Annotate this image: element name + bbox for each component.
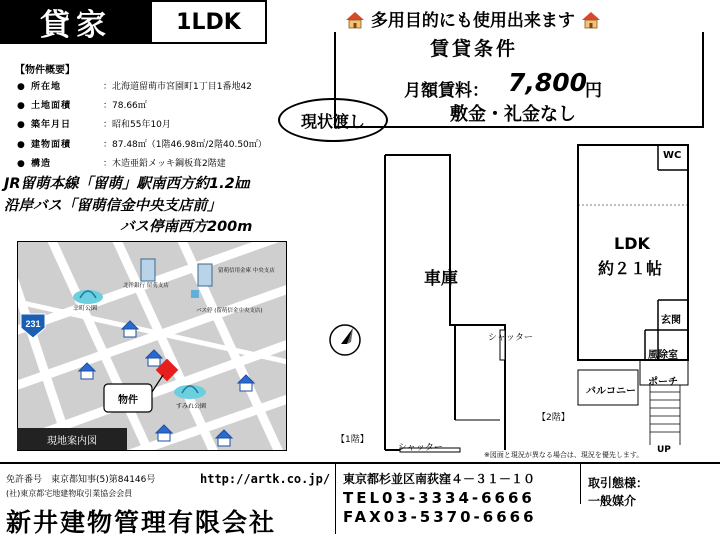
vestibule-label: 風除室 bbox=[648, 350, 678, 361]
overview-row bbox=[17, 98, 147, 112]
access-bus: 沿岸バス「留萌信金中央支店前」 bbox=[4, 198, 222, 214]
location-map bbox=[17, 241, 287, 451]
overview-label: 建物面積 bbox=[31, 140, 72, 150]
shutter-label-front: シャッター bbox=[398, 443, 443, 453]
company-tel: TEL03-3334-6666 bbox=[343, 489, 535, 507]
property-label: 物件 bbox=[118, 395, 138, 406]
overview-value: ：木造亜鉛メッキ鋼板葺2階建 bbox=[103, 159, 226, 169]
overview-heading: 【物件概要】 bbox=[15, 65, 75, 76]
floor-plan-1f bbox=[380, 150, 530, 455]
map-label-bank1: 北洋銀行 留萌支店 bbox=[123, 283, 169, 289]
overview-row bbox=[17, 117, 171, 131]
company-fax: FAX03-5370-6666 bbox=[343, 508, 537, 526]
map-label-park1: 幸町公園 bbox=[73, 305, 98, 312]
footer-divider-vertical bbox=[335, 464, 336, 534]
bullet-icon: ● bbox=[17, 101, 25, 111]
bullet-icon: ● bbox=[17, 140, 25, 150]
overview-value: ：78.66㎡ bbox=[103, 101, 147, 111]
overview-row bbox=[17, 156, 226, 170]
ldk-label: LDK bbox=[614, 234, 650, 253]
promo-banner bbox=[345, 6, 675, 31]
porch-label: ポーチ bbox=[648, 377, 678, 388]
floor-plan-2f bbox=[570, 140, 695, 450]
shutter-label-side: シャッター bbox=[488, 333, 533, 343]
footer-divider-vertical bbox=[580, 464, 581, 504]
map-label-bank2: 留萌信用金庫 中央支店 bbox=[218, 268, 275, 274]
listing-type-title: 貸家 bbox=[0, 0, 152, 44]
overview-label: 土地面積 bbox=[31, 101, 72, 111]
overview-label: 築年月日 bbox=[31, 120, 72, 130]
floor1-label: 【1階】 bbox=[336, 435, 369, 445]
bullet-icon: ● bbox=[17, 159, 25, 169]
overview-row bbox=[17, 137, 267, 151]
floor2-label: 【2階】 bbox=[537, 413, 570, 423]
map-graphic bbox=[18, 242, 287, 451]
plan-note: ※図面と現況が異なる場合は、現況を優先します。 bbox=[484, 451, 644, 459]
wc-label: WC bbox=[663, 150, 682, 161]
balcony-label: バルコニー bbox=[586, 386, 636, 397]
route-number: 231 bbox=[25, 319, 41, 329]
company-address: 東京都杉並区南荻窪４－３１－１０ bbox=[343, 472, 536, 486]
map-label-park2: すみれ公園 bbox=[176, 403, 207, 410]
rent-value: 7,800 bbox=[508, 68, 588, 97]
house-icon bbox=[345, 11, 365, 29]
rent-label: 月額賃料： bbox=[404, 81, 489, 101]
garage-label: 車庫 bbox=[424, 269, 458, 289]
ldk-size: 約２１帖 bbox=[598, 259, 663, 278]
access-bus-distance: バス停南西方200m bbox=[120, 219, 253, 235]
house-icon bbox=[581, 11, 601, 29]
access-train: JR留萌本線「留萌」駅南西方約1.2㎞ bbox=[4, 176, 250, 192]
overview-label: 構造 bbox=[31, 159, 52, 169]
handover-status: 現状渡し bbox=[278, 98, 388, 142]
license-number: 免許番号 東京都知事(5)第84146号 bbox=[6, 475, 156, 485]
overview-label: 所在地 bbox=[31, 82, 62, 92]
company-name: 新井建物管理有限会社 bbox=[6, 508, 277, 537]
park-icon bbox=[174, 385, 206, 399]
overview-value: ：87.48㎡（1階46.98㎡/2階40.50㎡） bbox=[103, 140, 267, 150]
overview-value: ：北海道留萌市宮園町1丁目1番地42 bbox=[103, 82, 252, 92]
transaction-type-label: 取引態様： bbox=[588, 476, 649, 490]
overview-row bbox=[17, 79, 252, 93]
company-url[interactable]: http://artk.co.jp/ bbox=[200, 472, 331, 486]
rental-conditions-title: 賃貸条件 bbox=[430, 38, 519, 60]
stairs-up-label: UP bbox=[657, 445, 671, 455]
entrance-label: 玄関 bbox=[661, 315, 681, 326]
map-caption: 現地案内図 bbox=[17, 428, 127, 450]
bullet-icon: ● bbox=[17, 120, 25, 130]
footer-divider bbox=[0, 462, 720, 464]
rent-unit: 円 bbox=[585, 81, 602, 101]
bullet-icon: ● bbox=[17, 82, 25, 92]
overview-value: ：昭和55年10月 bbox=[103, 120, 171, 130]
deposit-info: 敷金・礼金なし bbox=[450, 104, 576, 125]
association-membership: (社)東京都宅地建物取引業協会会員 bbox=[6, 489, 133, 498]
layout-type: 1LDK bbox=[152, 0, 267, 44]
map-label-busstop: バス停 (留萌信金中央支店) bbox=[196, 308, 263, 314]
park-icon bbox=[73, 290, 103, 304]
north-arrow-icon bbox=[325, 320, 365, 360]
promo-text: 多用目的にも使用出来ます bbox=[370, 11, 575, 31]
transaction-type-value: 一般媒介 bbox=[588, 494, 637, 508]
